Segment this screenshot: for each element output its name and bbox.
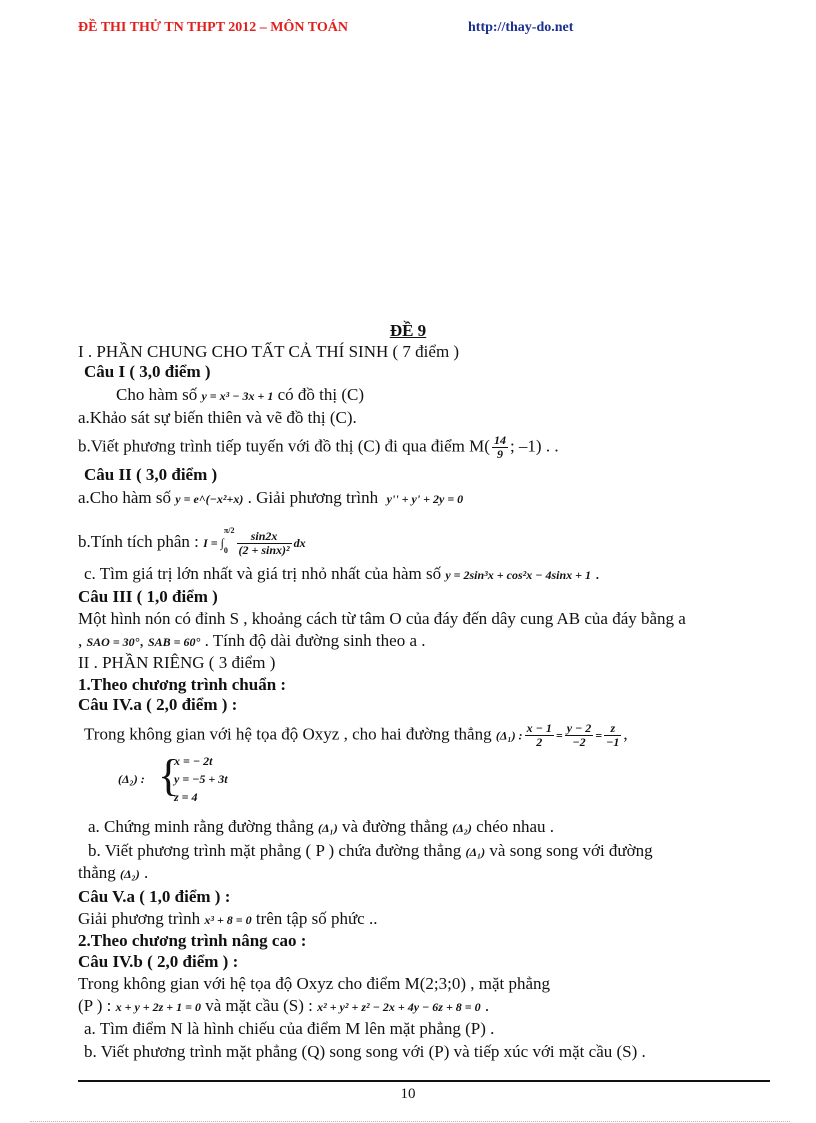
q1-b-frac-den: 9 — [496, 447, 503, 461]
q4a-fz-num: z — [604, 722, 621, 736]
q4b-line2-post: . — [484, 996, 490, 1015]
q4a-part-b — [88, 840, 768, 863]
q2-b-limits — [224, 526, 235, 556]
q4a-d1-label: (Δ₁) : — [495, 728, 523, 743]
q4b-line2-pre: (P ) : — [78, 996, 112, 1015]
q2-b-pre: b.Tính tích phân : — [78, 531, 199, 551]
q1-intro — [116, 384, 768, 407]
q4a-system-rows — [174, 752, 228, 806]
q4a-line1-post: , — [623, 724, 628, 744]
q2-b-dx: dx — [293, 535, 306, 550]
q4a-b-pre: b. Viết phương trình mặt phẳng ( P ) chứa đường thẳng — [88, 841, 462, 860]
q4a-d2-label: (Δ₂) : — [118, 772, 145, 786]
q4b-line2 — [78, 995, 768, 1018]
q4a-a-mid: và đường thẳng — [341, 817, 448, 836]
q4a-b-line2-pre: thẳng — [78, 863, 116, 882]
q2-part-a — [78, 487, 768, 510]
q3-line2-pre: , — [78, 631, 83, 650]
q2-b-num: sin2x — [237, 530, 292, 544]
q4b-part-b: b. Viết phương trình mặt phẳng (Q) song song với (P) và tiếp xúc với mặt cầu (S) . — [84, 1042, 646, 1061]
q5a-pre: Giải phương trình — [78, 909, 201, 928]
q2-heading: Câu II ( 3,0 điểm ) — [84, 465, 218, 484]
q3-sep: , — [139, 631, 144, 650]
q2-b-den: (2 + sinx)² — [238, 542, 290, 557]
q3-line2-post: . Tính độ dài đường sinh theo a . — [204, 631, 426, 650]
q4a-b-d1: (Δ₁) — [465, 845, 486, 859]
q4a-a-pre: a. Chứng minh rằng đường thẳng — [88, 817, 314, 836]
footer-rule — [78, 1080, 770, 1082]
q1-intro-formula: y = x³ − 3x + 1 — [201, 389, 274, 403]
std-heading: 1.Theo chương trình chuẩn : — [78, 675, 287, 694]
q2-b-fraction — [237, 530, 292, 557]
q2-c-formula: y = 2sin³x + cos²x − 4sinx + 1 — [445, 568, 592, 582]
q5a-formula: x³ + 8 = 0 — [204, 913, 252, 927]
q4a-b-post: và song song với đường — [489, 841, 653, 860]
q4b-line2-mid: và mặt cầu (S) : — [205, 996, 313, 1015]
q4a-sys-row: y = −5 + 3t — [174, 772, 228, 786]
q2-a-equation: y'' + y' + 2y = 0 — [386, 492, 464, 506]
q4a-part-a — [88, 816, 768, 839]
q1-part-a: a.Khảo sát sự biến thiên và vẽ đồ thị (C). — [78, 408, 357, 427]
q4b-sphere-eq: x² + y² + z² − 2x + 4y − 6z + 8 = 0 — [317, 1000, 481, 1014]
q3-angle-sao: SAO = 30° — [86, 635, 140, 649]
q1-b-pre: b.Viết phương trình tiếp tuyến với đồ thị (C) đi qua điểm M( — [78, 436, 490, 456]
q2-part-b — [78, 528, 768, 558]
q1-intro-post: có đồ thị (C) — [277, 385, 365, 404]
q4a-a-d2: (Δ₂) — [452, 821, 472, 835]
q1-b-frac-num: 14 — [493, 433, 506, 447]
q4a-part-b-line2 — [78, 862, 768, 885]
q2-part-c — [84, 563, 768, 586]
q5a-line — [78, 908, 768, 931]
q2-a-formula: y = e^(−x²+x) — [175, 492, 244, 506]
q3-heading: Câu III ( 1,0 điểm ) — [78, 587, 218, 606]
q1-b-post: ; –1) . . — [509, 436, 559, 456]
q1-part-b — [78, 434, 768, 461]
part2-heading: II . PHẦN RIÊNG ( 3 điểm ) — [78, 653, 276, 672]
header-title: ĐỀ THI THỬ TN THPT 2012 – MÔN TOÁN — [78, 20, 348, 35]
q4a-a-d1: (Δ₁) — [317, 821, 338, 835]
q3-line2 — [78, 630, 768, 653]
q4b-plane-eq: x + y + 2z + 1 = 0 — [115, 1000, 201, 1014]
q2-b-lower: 0 — [223, 546, 228, 555]
q4a-heading: Câu IV.a ( 2,0 điểm ) : — [78, 695, 238, 714]
q4a-fz-den: −1 — [606, 735, 620, 749]
page-number: 10 — [400, 1086, 416, 1102]
q4a-sys-row: x = − 2t — [174, 754, 213, 768]
page-bottom-border — [30, 1121, 790, 1122]
q2-b-upper: π/2 — [223, 526, 235, 535]
q4a-frac-z — [604, 722, 621, 749]
q3-line1: Một hình nón có đỉnh S , khoảng cách từ tâm O của đáy đến dây cung AB của đáy bằng a — [78, 609, 686, 628]
q4a-fx-den: 2 — [536, 735, 543, 749]
q4a-line1-pre: Trong không gian với hệ tọa độ Oxyz , cho hai đường thẳng — [84, 724, 492, 744]
q4a-line1: Trong không gian với hệ tọa độ Oxyz , cho hai đường thẳng (Δ₁) : $\frac{x - 1}{2}$ = $\frac{y - 2}{-2}$ = $\frac{z}{-1}$ , — [84, 721, 628, 749]
q1-intro-pre: Cho hàm số — [116, 385, 198, 404]
q4b-line1: Trong không gian với hệ tọa độ Oxyz cho điểm M(2;3;0) , mặt phẳng — [78, 974, 551, 993]
q5a-post: trên tập số phức .. — [255, 909, 378, 928]
q2-c-pre: c. Tìm giá trị lớn nhất và giá trị nhỏ nhất của hàm số — [84, 564, 442, 583]
q4a-fx-num: x − 1 — [526, 721, 552, 735]
part1-heading: I . PHẦN CHUNG CHO TẤT CẢ THÍ SINH ( 7 điểm ) — [78, 342, 460, 361]
q2-c-post: . — [595, 564, 600, 583]
q4a-frac-y — [565, 722, 594, 749]
q2-a-mid: . Giải phương trình — [247, 488, 379, 507]
header-url[interactable]: http://thay-do.net — [468, 20, 574, 35]
q1-b-fraction — [492, 434, 508, 461]
q4a-brace: { — [158, 751, 180, 800]
q3-angle-sab: SAB = 60° — [147, 635, 201, 649]
q4a-b-line2-post: . — [143, 863, 149, 882]
exam-title: ĐỀ 9 — [389, 321, 427, 340]
q2-b-lhs: I = ∫ — [203, 535, 224, 550]
adv-heading: 2.Theo chương trình nâng cao : — [78, 931, 307, 950]
q4b-heading: Câu IV.b ( 2,0 điểm ) : — [78, 952, 239, 971]
q4a-sys-row: z = 4 — [174, 790, 198, 804]
q4b-part-a: a. Tìm điểm N là hình chiếu của điểm M lên mặt phẳng (P) . — [84, 1019, 495, 1038]
q4a-a-post: chéo nhau . — [476, 817, 555, 836]
q5a-heading: Câu V.a ( 1,0 điểm ) : — [78, 887, 231, 906]
q4a-fy-den: −2 — [572, 735, 586, 749]
q4a-b-d2: (Δ₂) — [120, 867, 140, 881]
q4a-fy-num: y − 2 — [566, 721, 592, 735]
q4a-frac-x — [525, 722, 554, 749]
q2-a-pre: a.Cho hàm số — [78, 488, 172, 507]
q1-heading: Câu I ( 3,0 điểm ) — [84, 362, 211, 381]
